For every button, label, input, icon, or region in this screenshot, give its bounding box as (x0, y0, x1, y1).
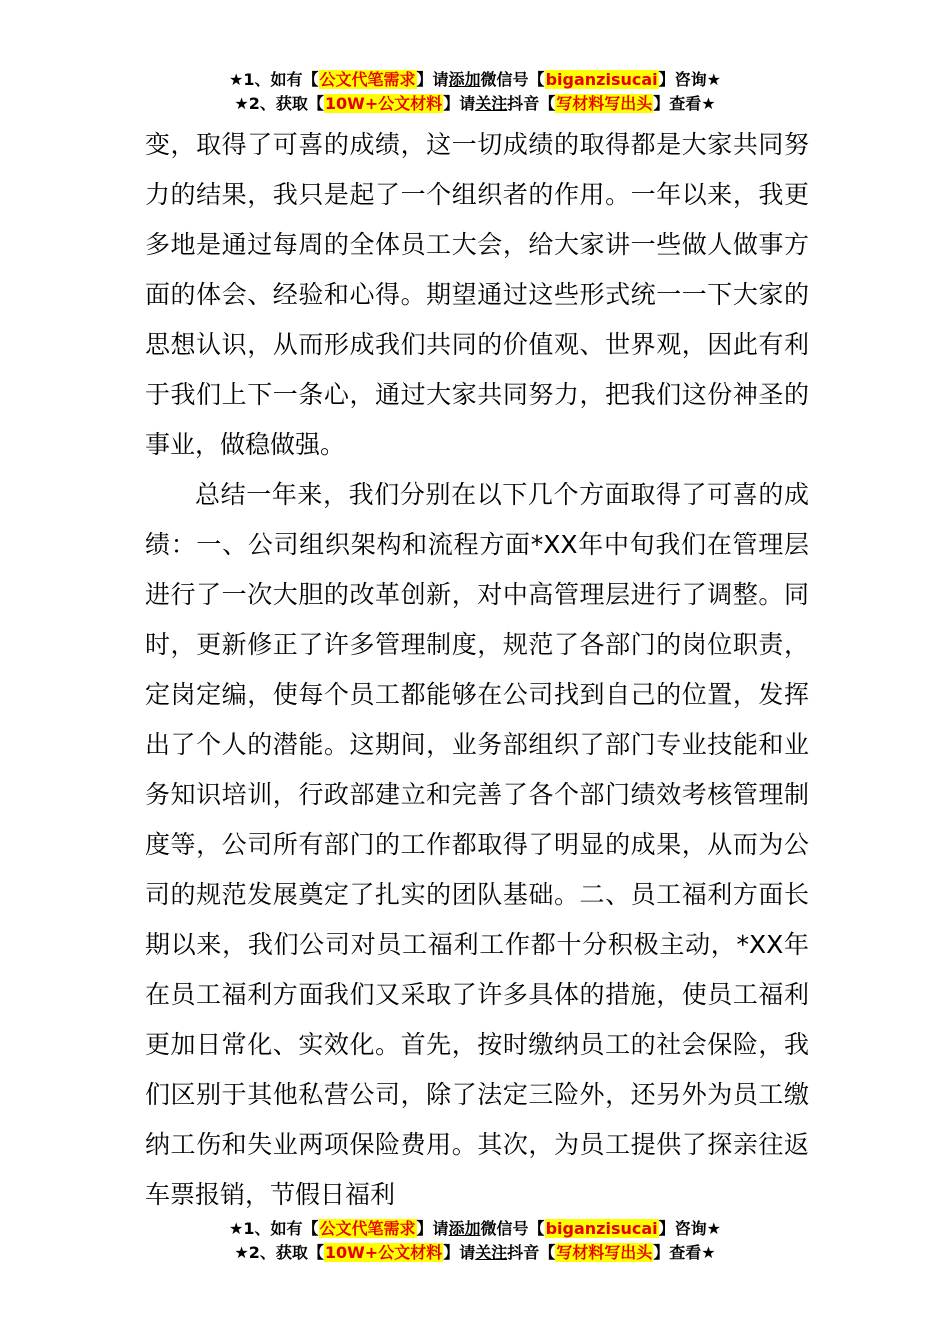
banner-emphasis: 关注 (475, 94, 508, 113)
paragraph: 变，取得了可喜的成绩，这一切成绩的取得都是大家共同努力的结果，我只是起了一个组织者的作用。一年以来，我更多地是通过每周的全体员工大会，给大家讲一些做人做事方面的体会、经验和心得。期望通过这些形式统一一下大家的思想认识，从而形成我们共同的价值观、世界观，因此有利于我们上下一条心，通过大家共同努力，把我们这份神圣的事业，做稳做强。 (145, 130, 809, 459)
banner-text: 】请 (443, 94, 476, 113)
banner-text: 微信号【 (480, 1219, 545, 1238)
highlight-douyin-id: 写材料写出头 (556, 1243, 653, 1262)
banner-text: 微信号【 (480, 70, 545, 89)
banner-emphasis: 关注 (475, 1243, 508, 1262)
document-body (145, 120, 809, 1220)
banner-text: ★1、如有【 (229, 1219, 319, 1238)
banner-text: ★2、获取【 (234, 1243, 324, 1262)
banner-emphasis: 添加 (448, 1219, 481, 1238)
banner-line-2 (0, 92, 950, 116)
banner-text: ★2、获取【 (234, 94, 324, 113)
paragraph: 总结一年来，我们分别在以下几个方面取得了可喜的成绩：一、公司组织架构和流程方面*XX年中旬我们在管理层进行了一次大胆的改革创新，对中高管理层进行了调整。同时，更新修正了许多管理制度，规范了各部门的岗位职责，定岗定编，使每个员工都能够在公司找到自己的位置，发挥出了个人的潜能。这期间，业务部组织了部门专业技能和业务知识培训，行政部建立和完善了各个部门绩效考核管理制度等，公司所有部门的工作都取得了明显的成果，从而为公司的规范发展奠定了扎实的团队基础。二、员工福利方面长期以来，我们公司对员工福利工作都十分积极主动，*XX年在员工福利方面我们又采取了许多具体的措施，使员工福利更加日常化、实效化。首先，按时缴纳员工的社会保险，我们区别于其他私营公司，除了法定三险外，还另外为员工缴纳工伤和失业两项保险费用。其次，为员工提供了探亲往返车票报销，节假日福利 (145, 480, 809, 1209)
highlight-douyin-id: 写材料写出头 (556, 94, 653, 113)
banner-text: 】查看★ (653, 1243, 716, 1262)
highlight-materials: 10W+公文材料 (324, 94, 443, 113)
highlight-wechat-id: biganzisucai (545, 70, 658, 89)
highlight-service: 公文代笔需求 (319, 1219, 416, 1238)
banner-text: 】咨询★ (658, 70, 721, 89)
banner-text: 】请 (416, 1219, 449, 1238)
banner-text: 抖音【 (507, 1243, 556, 1262)
highlight-wechat-id: biganzisucai (545, 1219, 658, 1238)
banner-line-1 (0, 1217, 950, 1241)
banner-text: ★1、如有【 (229, 70, 319, 89)
highlight-service: 公文代笔需求 (319, 70, 416, 89)
banner-line-1 (0, 68, 950, 92)
header-banner (0, 68, 950, 116)
banner-emphasis: 添加 (448, 70, 481, 89)
banner-text: 】请 (443, 1243, 476, 1262)
banner-text: 】查看★ (653, 94, 716, 113)
highlight-materials: 10W+公文材料 (324, 1243, 443, 1262)
banner-text: 抖音【 (507, 94, 556, 113)
banner-line-2 (0, 1241, 950, 1265)
footer-banner (0, 1217, 950, 1265)
banner-text: 】咨询★ (658, 1219, 721, 1238)
banner-text: 】请 (416, 70, 449, 89)
